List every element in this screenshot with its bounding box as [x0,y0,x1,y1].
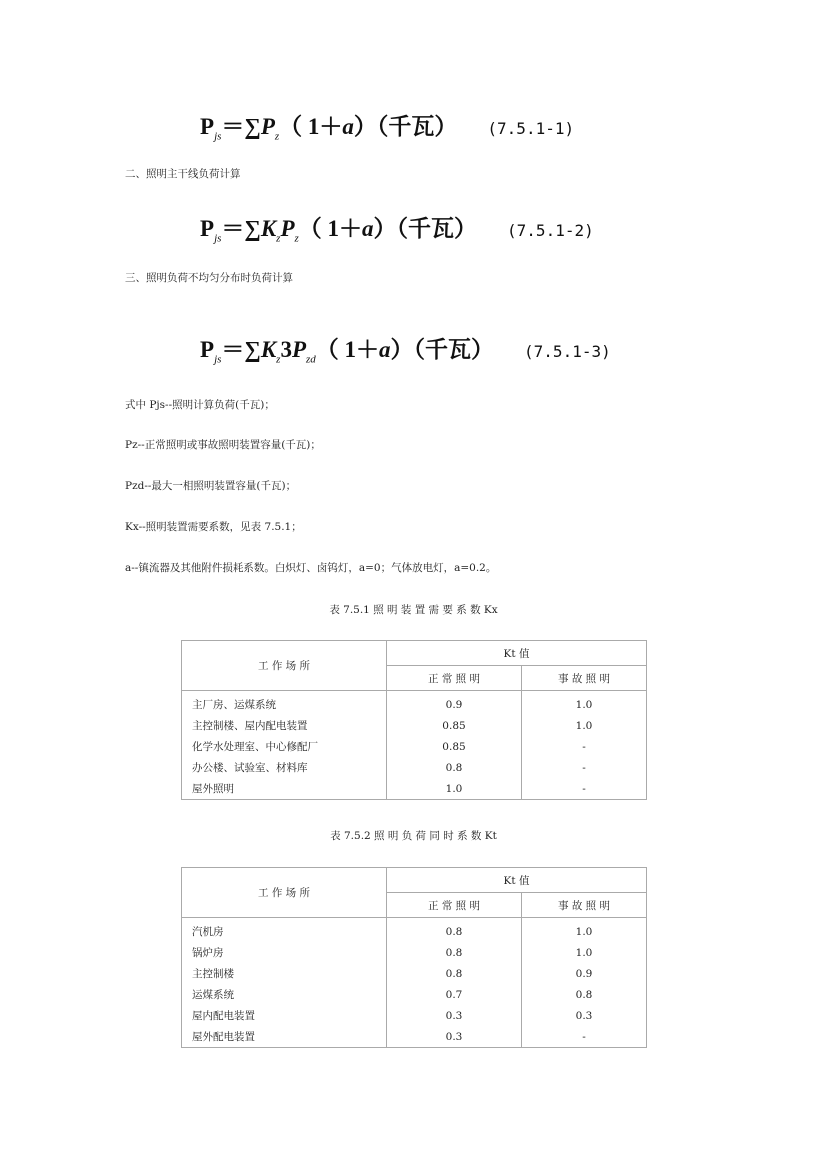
cell-emergency: 1.0 [522,691,647,716]
cell-normal: 0.7 [387,984,522,1005]
cell-emergency: - [522,757,647,778]
formula-7-5-1-3 [200,331,611,366]
formula-expression: $P_{js}=\sum P_z$（ 1＋a）（千瓦） [200,114,458,143]
cell-normal: 1.0 [387,778,522,800]
cell-normal: 0.3 [387,1026,522,1048]
heading-main-trunk-load: 二、照明主干线负荷计算 [125,168,241,180]
cell-emergency: - [522,736,647,757]
definition-pzd: Pzd--最大一相照明装置容量(千瓦)； [125,480,297,492]
cell-place: 屋内配电装置 [182,1005,387,1026]
table-row [182,757,647,778]
cell-emergency: 1.0 [522,918,647,943]
cell-normal: 0.9 [387,691,522,716]
cell-emergency: - [522,778,647,800]
cell-place: 屋外照明 [182,778,387,800]
table-row [182,942,647,963]
cell-emergency: 0.9 [522,963,647,984]
table-row [182,1026,647,1048]
cell-emergency: 0.3 [522,1005,647,1026]
cell-place: 汽机房 [182,918,387,943]
table2-caption: 表 7.5.2 照 明 负 荷 同 时 系 数 Kt [330,830,497,842]
cell-normal: 0.85 [387,715,522,736]
col-header-kt-value: Kt 值 [387,641,647,666]
col-header-emergency: 事 故 照 明 [522,666,647,691]
cell-emergency: 1.0 [522,715,647,736]
table-row [182,963,647,984]
table-7-5-2 [181,867,647,1048]
cell-normal: 0.85 [387,736,522,757]
table-row [182,918,647,943]
table-row [182,984,647,1005]
heading-uneven-load: 三、照明负荷不均匀分布时负荷计算 [125,272,293,284]
definition-pz: Pz--正常照明或事故照明装置容量(千瓦)； [125,439,321,451]
cell-normal: 0.3 [387,1005,522,1026]
col-header-place: 工 作 场 所 [182,641,387,691]
formula-expression: $P_{js}=\sum K_zP_z$（ 1＋a）（千瓦） [200,216,478,245]
table-row [182,1005,647,1026]
table-7-5-1 [181,640,647,800]
cell-normal: 0.8 [387,942,522,963]
cell-normal: 0.8 [387,757,522,778]
table1-caption: 表 7.5.1 照 明 装 置 需 要 系 数 Kx [329,604,498,616]
cell-place: 办公楼、试验室、材料库 [182,757,387,778]
cell-normal: 0.8 [387,963,522,984]
formula-expression: $P_{js}=\sum K_z3P_{zd}$（ 1＋a）（千瓦） [200,337,495,366]
formula-7-5-1-2 [200,210,594,245]
table-row [182,691,647,716]
cell-place: 运煤系统 [182,984,387,1005]
cell-place: 屋外配电装置 [182,1026,387,1048]
col-header-place: 工 作 场 所 [182,868,387,918]
cell-emergency: 0.8 [522,984,647,1005]
cell-emergency: - [522,1026,647,1048]
col-header-normal: 正 常 照 明 [387,893,522,918]
cell-place: 主厂房、运煤系统 [182,691,387,716]
col-header-normal: 正 常 照 明 [387,666,522,691]
cell-place: 主控制楼 [182,963,387,984]
col-header-emergency: 事 故 照 明 [522,893,647,918]
formula-number: (7.5.1-1) [487,119,575,138]
formula-7-5-1-1 [200,108,574,143]
cell-emergency: 1.0 [522,942,647,963]
formula-number: (7.5.1-2) [507,221,594,240]
table-row [182,715,647,736]
table-row [182,778,647,800]
cell-place: 主控制楼、屋内配电装置 [182,715,387,736]
table-row [182,736,647,757]
definition-a: a--镇流器及其他附件损耗系数。白炽灯、卤钨灯，a=0；气体放电灯，a=0.2。 [125,562,497,574]
cell-place: 化学水处理室、中心修配厂 [182,736,387,757]
definition-kx: Kx--照明装置需要系数，见表 7.5.1； [125,521,302,533]
formula-number: (7.5.1-3) [524,342,611,361]
cell-normal: 0.8 [387,918,522,943]
cell-place: 锅炉房 [182,942,387,963]
col-header-kt-value: Kt 值 [387,868,647,893]
definition-pjs: 式中 Pjs--照明计算负荷(千瓦)； [125,399,275,411]
